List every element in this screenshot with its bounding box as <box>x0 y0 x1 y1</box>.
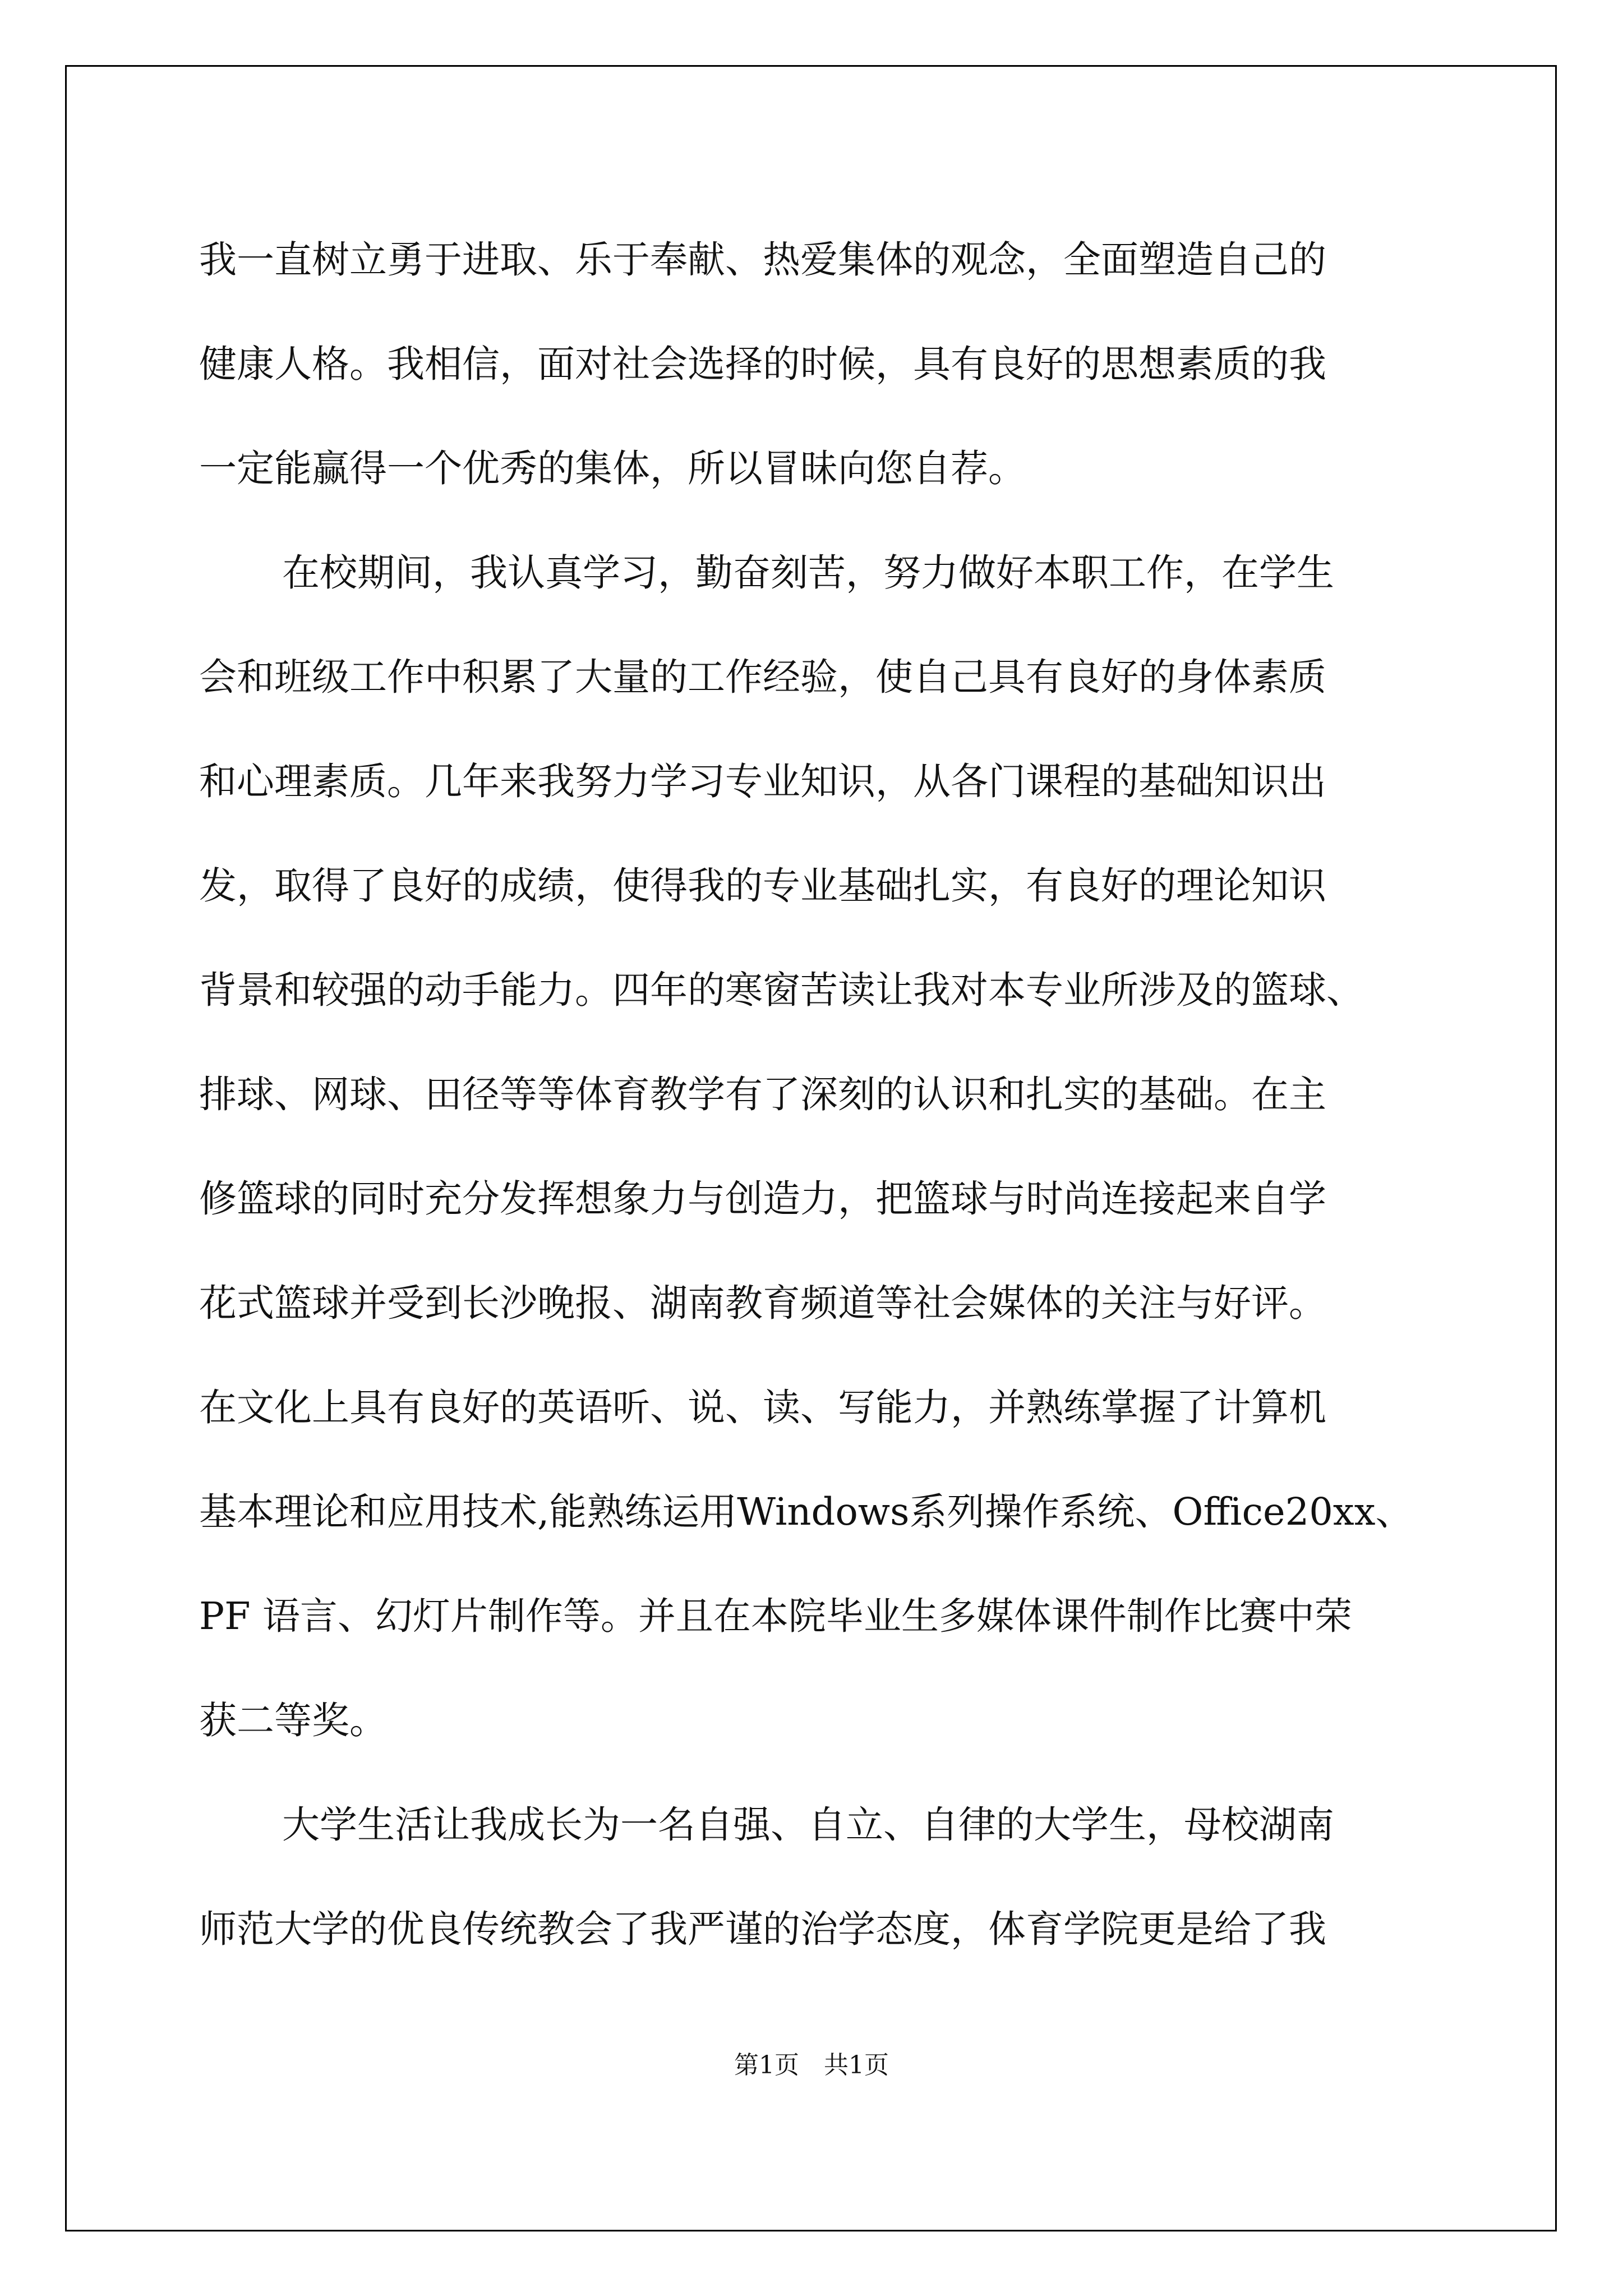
text-line: 花式篮球并受到长沙晚报、湖南教育频道等社会媒体的关注与好评。 <box>199 1281 1326 1325</box>
text-line: 排球、网球、田径等等体育教学有了深刻的认识和扎实的基础。在主 <box>199 1073 1326 1116</box>
text-line: 在文化上具有良好的英语听、说、读、写能力，并熟练掌握了计算机 <box>199 1386 1326 1429</box>
paragraph-start-line: 在校期间，我认真学习，勤奋刻苦，努力做好本职工作，在学生 <box>282 551 1334 595</box>
text-line: 获二等奖。 <box>199 1699 387 1742</box>
paragraph-start-line: 大学生活让我成长为一名自强、自立、自律的大学生，母校湖南 <box>282 1803 1334 1847</box>
text-line: 基本理论和应用技术,能熟练运用Windows系列操作系统、Office20xx、 <box>199 1490 1413 1534</box>
text-line: 背景和较强的动手能力。四年的寒窗苦读让我对本专业所涉及的篮球、 <box>199 968 1364 1012</box>
page-number-footer: 第1页 共1页 <box>734 2051 889 2079</box>
text-line: 和心理素质。几年来我努力学习专业知识，从各门课程的基础知识出 <box>199 760 1326 803</box>
text-line: 一定能赢得一个优秀的集体，所以冒昧向您自荐。 <box>199 447 1026 490</box>
text-line: 我一直树立勇于进取、乐于奉献、热爱集体的观念，全面塑造自己的 <box>199 238 1326 282</box>
text-line: PF 语言、幻灯片制作等。并且在本院毕业生多媒体课件制作比赛中荣 <box>199 1594 1352 1638</box>
text-line: 师范大学的优良传统教会了我严谨的治学态度，体育学院更是给了我 <box>199 1907 1326 1951</box>
text-line: 发，取得了良好的成绩，使得我的专业基础扎实，有良好的理论知识 <box>199 864 1326 908</box>
document-body <box>199 208 1433 1981</box>
text-line: 健康人格。我相信，面对社会选择的时候，具有良好的思想素质的我 <box>199 342 1326 386</box>
text-line: 修篮球的同时充分发挥想象力与创造力，把篮球与时尚连接起来自学 <box>199 1177 1326 1221</box>
text-line: 会和班级工作中积累了大量的工作经验，使自己具有良好的身体素质 <box>199 655 1326 699</box>
